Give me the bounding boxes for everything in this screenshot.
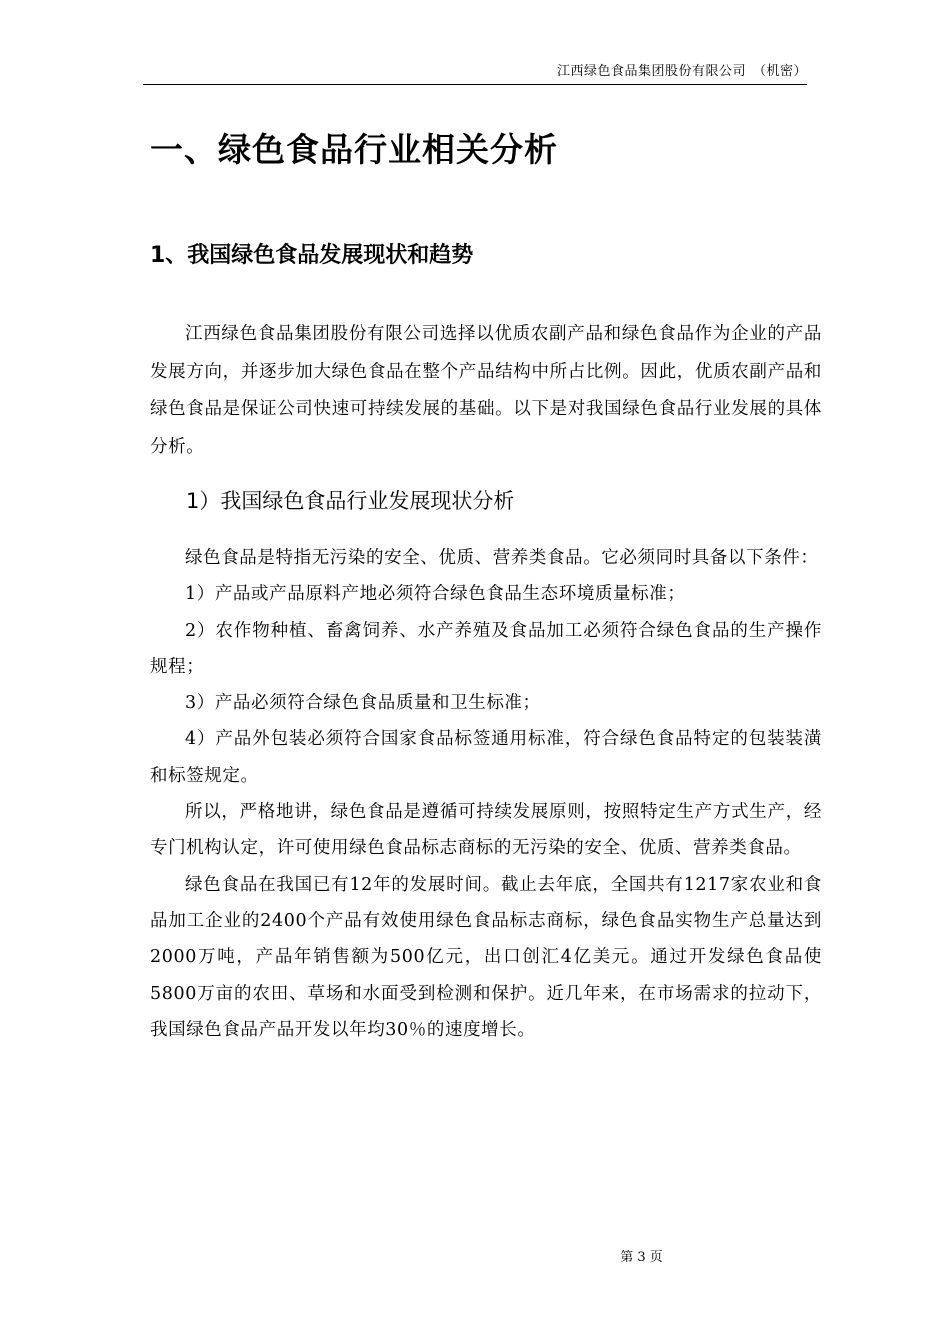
condition-item-1: 1）产品或产品原料产地必须符合绿色食品生态环境质量标准； bbox=[185, 584, 686, 605]
subsection-title: 1）我国绿色食品行业发展现状分析 bbox=[186, 489, 515, 513]
summary-paragraph: 所以，严格地讲，绿色食品是遵循可持续发展原则，按照特定生产方式生产，经专门机构认定，许可使用绿色食品标志商标的无污染的安全、优质、营养类食品。 bbox=[150, 802, 822, 859]
chapter-title: 一、绿色食品行业相关分析 bbox=[150, 130, 558, 169]
condition-item-2: 2）农作物种植、畜禽饲养、水产养殖及食品加工必须符合绿色食品的生产操作规程； bbox=[150, 620, 822, 677]
condition-item-4: 4）产品外包装必须符合国家食品标签通用标准，符合绿色食品特定的包装装潢和标签规定。 bbox=[150, 729, 822, 786]
intro-section bbox=[150, 316, 822, 466]
statistics-paragraph: 绿色食品在我国已有12年的发展时间。截止去年底，全国共有1217家农业和食品加工企业的2400个产品有效使用绿色食品标志商标，绿色食品实物生产总量达到2000万吨，产品年销售额为500亿元，出口创汇4亿美元。通过开发绿色食品使5800万亩的农田、草场和水面受到检测和保护。近几年来，在市场需求的拉动下，我国绿色食品产品开发以年均30％的速度增长。 bbox=[150, 874, 822, 1040]
definition-paragraph: 绿色食品是特指无污染的安全、优质、营养类食品。它必须同时具备以下条件： bbox=[185, 548, 819, 568]
section-title: 1、我国绿色食品发展现状和趋势 bbox=[150, 243, 474, 268]
page-number: 第 3 页 bbox=[620, 1250, 663, 1265]
body-section bbox=[150, 540, 822, 1048]
header-company-name: 江西绿色食品集团股份有限公司 （机密） bbox=[556, 64, 807, 79]
page-header bbox=[143, 62, 807, 85]
condition-item-3: 3）产品必须符合绿色食品质量和卫生标准； bbox=[185, 693, 541, 714]
intro-paragraph: 江西绿色食品集团股份有限公司选择以优质农副产品和绿色食品作为企业的产品发展方向，并逐步加大绿色食品在整个产品结构中所占比例。因此，优质农副产品和绿色食品是保证公司快速可持续发展的基础。以下是对我国绿色食品行业发展的具体分析。 bbox=[150, 324, 822, 457]
